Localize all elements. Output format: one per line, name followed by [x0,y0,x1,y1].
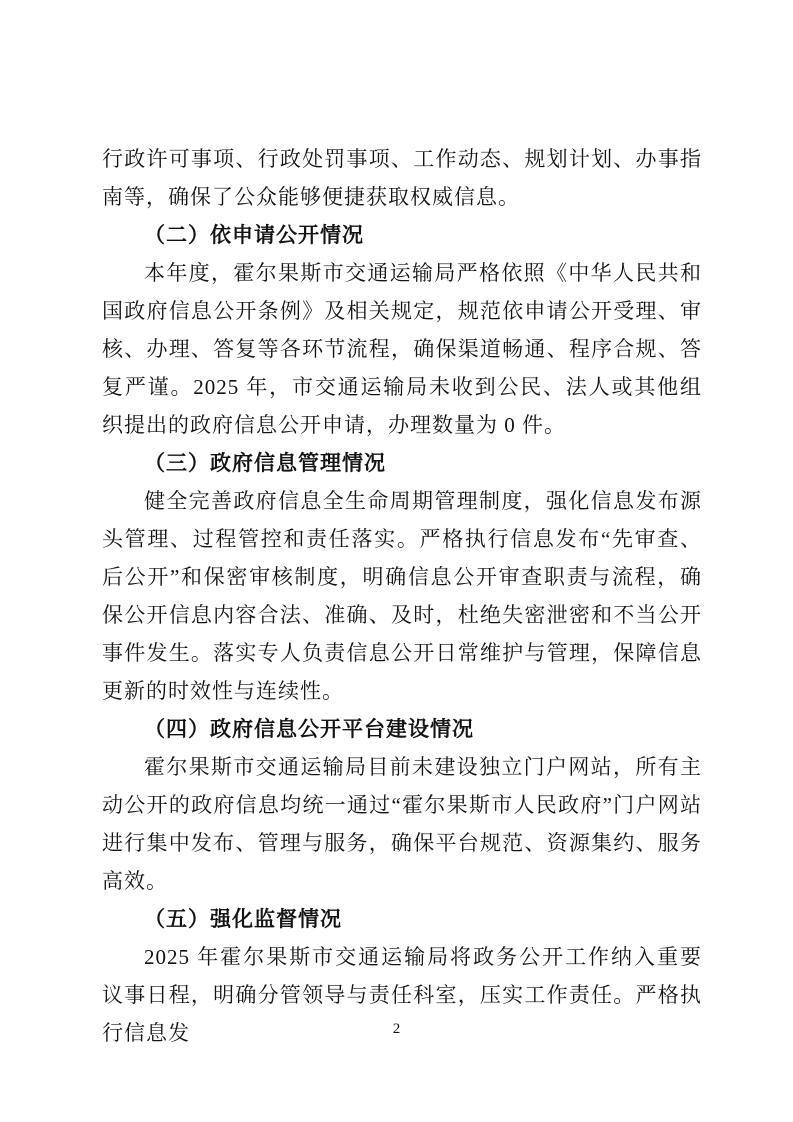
paragraph-section-4: 霍尔果斯市交通运输局目前未建设独立门户网站，所有主动公开的政府信息均统一通过“霍尔果斯市人民政府”门户网站进行集中发布、管理与服务，确保平台规范、资源集约、服务高效。 [102,755,702,893]
section-heading-2: （二）依申请公开情况 [144,223,364,247]
document-body [102,140,702,1052]
paragraph-continuation: 行政许可事项、行政处罚事项、工作动态、规划计划、办事指南等，确保了公众能够便捷获取权威信息。 [102,147,702,209]
section-heading-5: （五）强化监督情况 [144,907,342,931]
paragraph-section-3: 健全完善政府信息全生命周期管理制度，强化信息发布源头管理、过程管控和责任落实。严格执行信息发布“先审查、后公开”和保密审核制度，明确信息公开审查职责与流程，确保公开信息内容合法、准确、及时，杜绝失密泄密和不当公开事件发生。落实专人负责信息公开日常维护与管理，保障信息更新的时效性与连续性。 [102,489,702,703]
section-heading-3: （三）政府信息管理情况 [144,451,386,475]
section-heading-4: （四）政府信息公开平台建设情况 [144,717,474,741]
page-number: 2 [392,1021,401,1037]
paragraph-section-2: 本年度，霍尔果斯市交通运输局严格依照《中华人民共和国政府信息公开条例》及相关规定，规范依申请公开受理、审核、办理、答复等各环节流程，确保渠道畅通、程序合规、答复严谨。2025 年，市交通运输局未收到公民、法人或其他组织提出的政府信息公开申请，办理数量为 0 件。 [102,261,702,437]
paragraph-section-5: 2025 年霍尔果斯市交通运输局将政务公开工作纳入重要议事日程，明确分管领导与责任科室，压实工作责任。严格执行信息发 [102,945,702,1045]
